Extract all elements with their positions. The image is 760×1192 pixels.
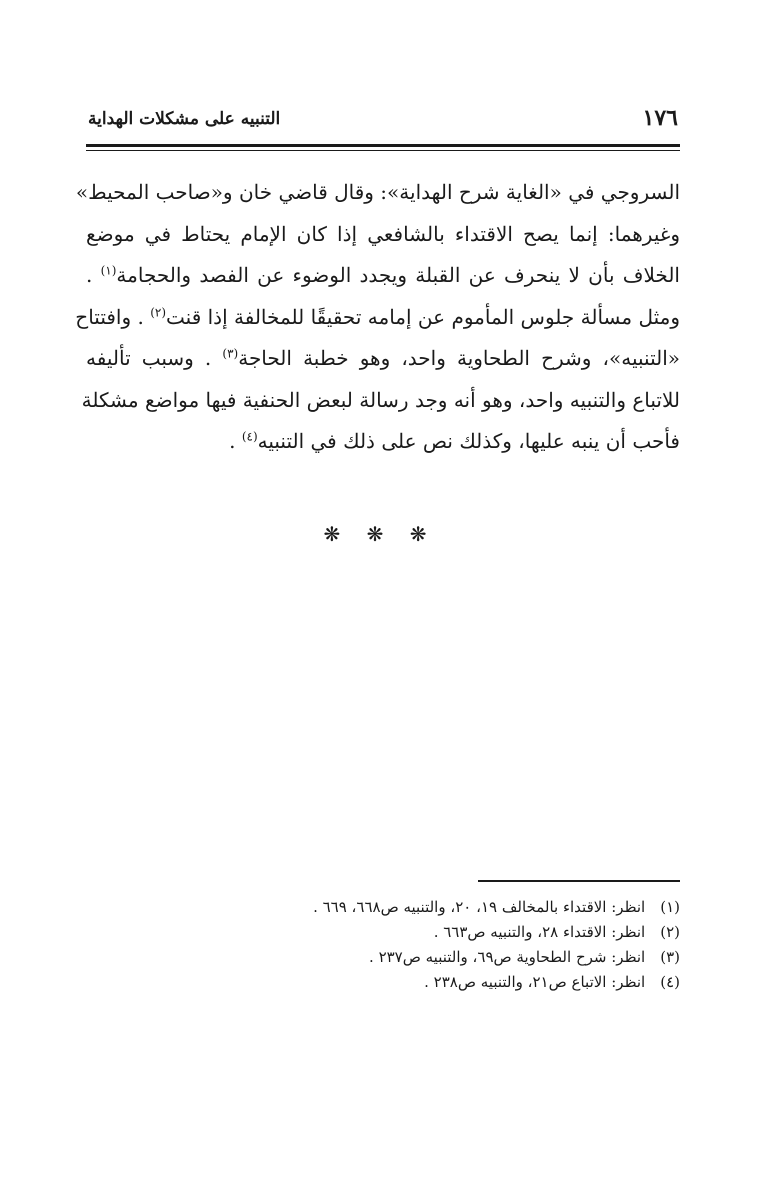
footnote-number: (٤) — [660, 973, 680, 991]
footnote-item — [200, 920, 680, 945]
text-line: وغيرهما: إنما يصح الاقتداء بالشافعي إذا كان الإمام يحتاط في موضع — [86, 221, 680, 246]
main-text — [75, 172, 680, 463]
footnote-item — [200, 945, 680, 970]
footnote-item — [200, 895, 680, 920]
footnote-number: (٣) — [660, 948, 680, 966]
running-title: التنبيه على مشكلات الهداية — [88, 109, 281, 129]
text-line: الخلاف بأن لا ينحرف عن القبلة ويجدد الوضوء عن الفصد والحجامة$^{(١)}$ . — [86, 263, 680, 287]
footnote-ref: (١) — [100, 263, 117, 278]
header-rule-thick — [86, 144, 680, 147]
footnote-item — [200, 970, 680, 995]
footnote-text: انظر: الاقتداء بالمخالف ١٩، ٢٠، والتنبيه ص٦٦٨، ٦٦٩ . — [313, 898, 646, 916]
footnote-ref: (٣) — [222, 346, 239, 361]
text-line: فأحب أن ينبه عليها، وكذلك نص على ذلك في التنبيه$^{(٤)}$ . — [229, 429, 680, 453]
footnote-text: انظر: الاتباع ص٢١، والتنبيه ص٢٣٨ . — [424, 973, 646, 991]
footnote-number: (٢) — [660, 923, 680, 941]
page-number: ١٧٦ — [642, 105, 678, 131]
text-line: للاتباع والتنبيه واحد، وهو أنه وجد رسالة لبعض الحنفية فيها مواضع مشكلة — [81, 387, 680, 412]
footnote-text: انظر: شرح الطحاوية ص٦٩، والتنبيه ص٢٣٧ . — [369, 948, 646, 966]
text-line: السروجي في «الغاية شرح الهداية»: وقال قاضي خان و«صاحب المحيط» — [75, 180, 680, 204]
footnote-ref: (٢) — [150, 304, 167, 319]
page-header — [88, 105, 678, 141]
footnote-rule — [478, 880, 680, 882]
footnote-ref: (٤) — [241, 429, 258, 444]
text-line: «التنبيه»، وشرح الطحاوية واحد، وهو خطبة الحاجة$^{(٣)}$ . وسبب تأليفه — [86, 346, 680, 370]
header-rule-thin — [86, 150, 680, 151]
section-ornament: ❋ ❋ ❋ — [323, 522, 437, 546]
footnote-text: انظر: الاقتداء ٢٨، والتنبيه ص٦٦٣ . — [433, 923, 646, 941]
footnote-number: (١) — [660, 898, 680, 916]
footnotes — [200, 895, 680, 995]
text-line: ومثل مسألة جلوس المأموم عن إمامه تحقيقًا للمخالفة إذا قنت$^{(٢)}$ . وافتتاح — [75, 304, 680, 329]
